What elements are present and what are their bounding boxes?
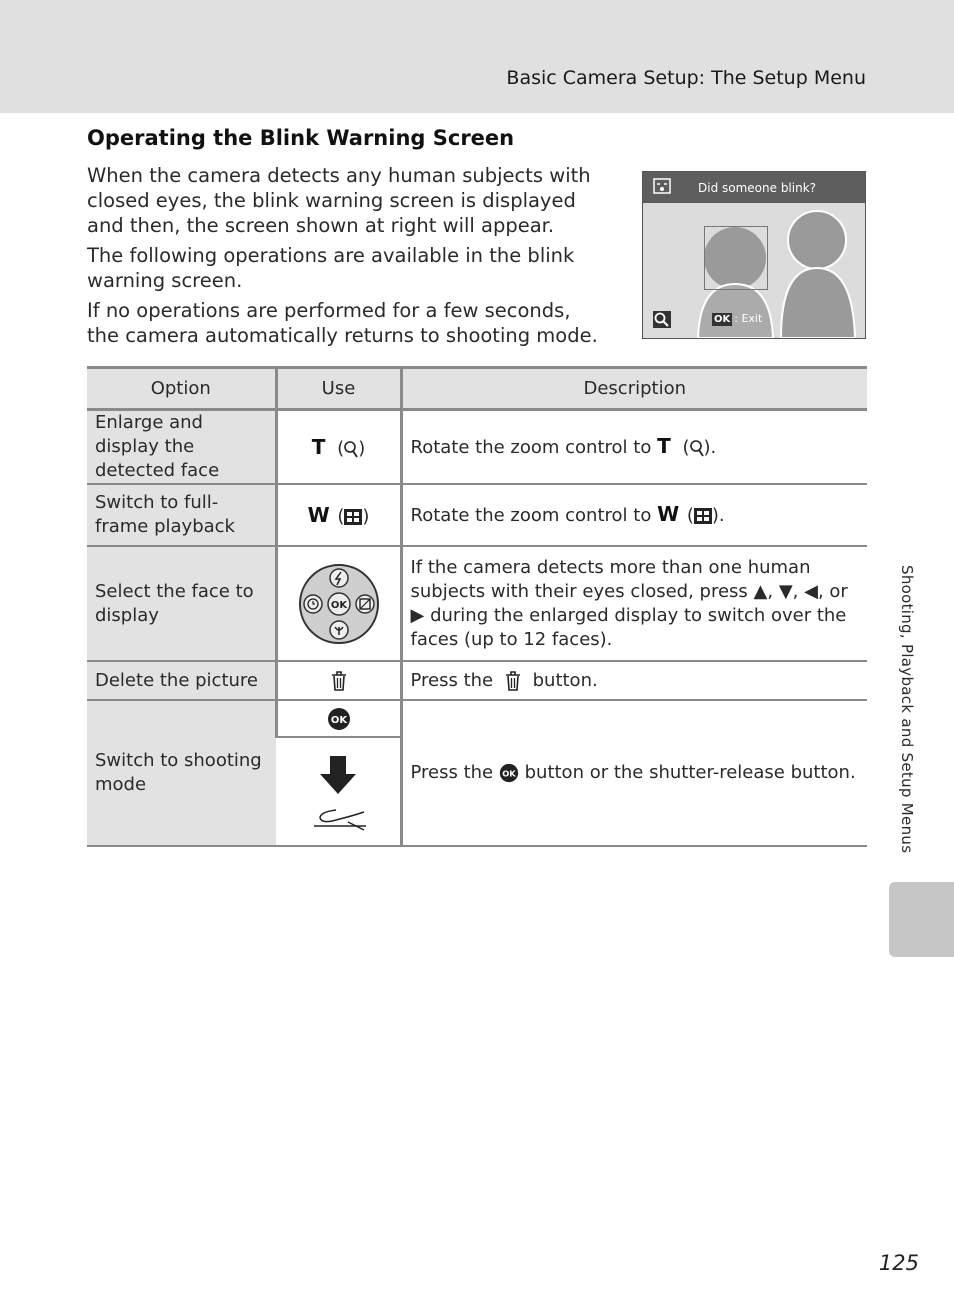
trash-icon [505,671,521,691]
use-cell: W ( ) [276,484,401,546]
description-text: ). [711,505,725,526]
use-cell [276,661,401,700]
intro-paragraph: When the camera detects any human subjects with closed eyes, the blink warning screen is displayed and then, the screen shown at right will appear. [87,164,591,237]
intro-text [87,163,607,353]
ok-icon [327,707,351,731]
column-header-option: Option [87,368,276,410]
table-row [87,484,867,546]
description-cell: Rotate the zoom control to W ( ). [401,484,867,546]
description-text: button. [532,669,598,691]
screen-title: Did someone blink? [698,181,817,195]
table-header-row [87,368,867,410]
header-band [0,0,954,113]
zoom-icon [344,440,358,458]
wide-letter: W [307,503,330,527]
use-cell [276,700,401,737]
column-header-description: Description [401,368,867,410]
blink-warning-screen-illustration [642,171,866,339]
svg-text:OK: OK [502,768,516,779]
option-cell: Delete the picture [87,661,276,700]
thumbnail-grid-icon [344,509,362,525]
intro-paragraph: If no operations are performed for a few seconds, the camera automatically returns to shooting mode. [87,299,598,347]
option-cell: Switch to full-frame playback [87,484,276,546]
description-text: button or the shutter-release button. [524,762,856,783]
option-cell: Select the face to display [87,546,276,661]
ok-badge: OK [714,314,731,325]
blink-icon [653,178,671,194]
thumbnail-grid-icon [694,508,712,524]
table-row [87,700,867,737]
use-cell: T ( ) [276,410,401,485]
person-right-illustration [779,210,865,338]
tele-letter: T [657,434,671,458]
intro-paragraph: The following operations are available in the blink warning screen. [87,244,575,292]
header-title: Basic Camera Setup: The Setup Menu [506,67,866,89]
description-text: ). [703,437,717,458]
description-text: Press the [410,669,494,691]
description-text: Press the [410,762,494,783]
svg-text:OK: OK [330,599,347,611]
tele-letter: T [311,435,326,459]
description-text: Rotate the zoom control to [410,505,652,526]
ok-icon [499,763,519,783]
description-text: Rotate the zoom control to [410,437,652,458]
table-row [87,546,867,661]
trash-icon [331,671,347,691]
table-row [87,661,867,700]
detected-face-box [704,226,768,290]
use-cell [276,737,401,846]
column-header-use: Use [276,368,401,410]
option-cell: Switch to shooting mode [87,700,276,846]
screen-exit-hint [712,312,762,326]
multi-selector-icon [298,563,380,645]
zoom-icon [653,311,671,328]
description-cell [401,661,867,700]
option-cell: Enlarge and display the detected face [87,410,276,485]
description-cell: Rotate the zoom control to T ( ). [401,410,867,485]
exit-label: : Exit [734,312,763,325]
table-row [87,410,867,485]
operations-table [87,366,867,847]
sidebar-section-label: Shooting, Playback and Setup Menus [898,565,916,854]
zoom-icon [690,439,704,457]
section-tab [889,882,954,957]
wide-letter: W [657,502,680,526]
section-heading: Operating the Blink Warning Screen [87,126,515,150]
description-cell: If the camera detects more than one human subjects with their eyes closed, press ▲, ▼, ◀, or ▶ during the enlarged display to switch over the faces (up to 12 faces). [401,546,867,661]
description-cell [401,700,867,846]
shutter-press-icon [306,750,370,834]
page-number: 125 [878,1251,919,1275]
svg-text:OK: OK [330,714,347,726]
use-cell [276,546,401,661]
